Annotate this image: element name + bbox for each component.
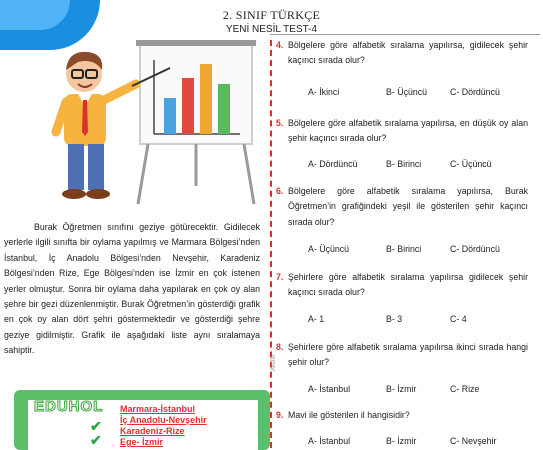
document-subtitle: YENİ NESİL TEST-4	[225, 24, 318, 35]
bar-green	[218, 84, 230, 134]
option-b[interactable]: B- Birinci	[386, 159, 422, 169]
question-number: 4.	[276, 40, 284, 50]
question-7	[276, 270, 528, 301]
option-a[interactable]: A- İstanbul	[308, 436, 351, 446]
question-text: Bölgelere göre alfabetik sıralama yapılırsa, en düşük oy alan şehir kaçıncı sırada olur?	[288, 118, 528, 144]
check-icon: ✔	[90, 432, 102, 448]
option-c[interactable]: C- Üçüncü	[450, 159, 492, 169]
question-number: 5.	[276, 118, 284, 128]
column-divider	[270, 40, 272, 448]
list-item: Ege- İzmir	[120, 437, 164, 447]
eduhol-logo: EDUHOL	[34, 398, 104, 415]
option-a[interactable]: A- Dördüncü	[308, 159, 358, 169]
list-item: Karadeniz-Rize	[120, 426, 185, 436]
option-b[interactable]: B- Birinci	[386, 244, 422, 254]
option-a[interactable]: A- 1	[308, 314, 325, 324]
bar-blue	[164, 98, 176, 134]
question-text: Şehirlere göre alfabetik sıralama yapılırsa ikinci sırada hangi şehir olur?	[288, 342, 528, 368]
watermark: Aktifle	[271, 354, 278, 372]
question-text: Mavi ile gösterilen il hangisidir?	[288, 410, 410, 420]
option-c[interactable]: C- Nevşehir	[450, 436, 497, 446]
option-b[interactable]: B- Üçüncü	[386, 87, 428, 97]
header-rule	[270, 34, 540, 35]
option-b[interactable]: B- 3	[386, 314, 403, 324]
bar-orange	[200, 64, 212, 134]
question-5	[276, 116, 528, 147]
option-a[interactable]: A- Üçüncü	[308, 244, 350, 254]
question-text: Şehirlere göre alfabetik sıralama yapılırsa gidilecek şehir kaçıncı sırada olur?	[288, 272, 528, 298]
story-paragraph: Burak Öğretmen sınıfını geziye götürecektir. Gidilecek yerlerle ilgili sınıfta bir oylama yapılmış ve Marmara Bölgesi’nden İstanbul, İç Anadolu Bölgesi’nden Nevşehir, Karadeniz Bölgesi’nden Rize, Ege Bölgesi’nden ise İzmir en çok istenen yerler olmuştur. Sonra bir oylama daha yapılarak en çok oy alan şehre bir gezi düzenlenmiştir. Burak Öğretmen’in gösterdiği grafik en çok oy alan dört şehri göstermektedir ve gösterdiği şehre geziye gidilmiştir. Grafik ile aşağıdaki liste aynı sıralamaya sahiptir.	[4, 222, 260, 356]
teacher-illustration	[28, 36, 258, 206]
option-a[interactable]: A- İstanbul	[308, 384, 351, 394]
question-number: 8.	[276, 342, 284, 352]
option-c[interactable]: C- Dördüncü	[450, 244, 500, 254]
list-item: Marmara-İstanbul	[120, 404, 196, 414]
option-c[interactable]: C- Rize	[450, 384, 480, 394]
option-c[interactable]: C- Dördüncü	[450, 87, 500, 97]
option-a[interactable]: A- İkinci	[308, 87, 340, 97]
bar-red	[182, 78, 194, 134]
question-text: Bölgelere göre alfabetik sıralama yapılırsa, Burak Öğretmen’in grafiğindeki yeşil ile gösterilen şehir kaçıncı sırada olur?	[288, 186, 528, 227]
option-b[interactable]: B- İzmir	[386, 436, 417, 446]
option-b[interactable]: B- İzmir	[386, 384, 417, 394]
question-8	[276, 340, 528, 371]
option-c[interactable]: C- 4	[450, 314, 467, 324]
question-9	[276, 408, 528, 423]
city-list	[120, 404, 207, 448]
question-number: 7.	[276, 272, 284, 282]
check-icon: ✔	[90, 418, 102, 434]
question-6	[276, 184, 528, 230]
question-4	[276, 38, 528, 69]
list-item: İç Anadolu-Nevşehir	[120, 415, 207, 425]
story-text	[4, 220, 260, 359]
question-number: 6.	[276, 186, 284, 196]
question-text: Bölgelere göre alfabetik sıralama yapılırsa, gidilecek şehir kaçıncı sırada olur?	[288, 40, 528, 66]
document-title: 2. SINIF TÜRKÇE	[222, 8, 321, 22]
question-number: 9.	[276, 410, 284, 420]
